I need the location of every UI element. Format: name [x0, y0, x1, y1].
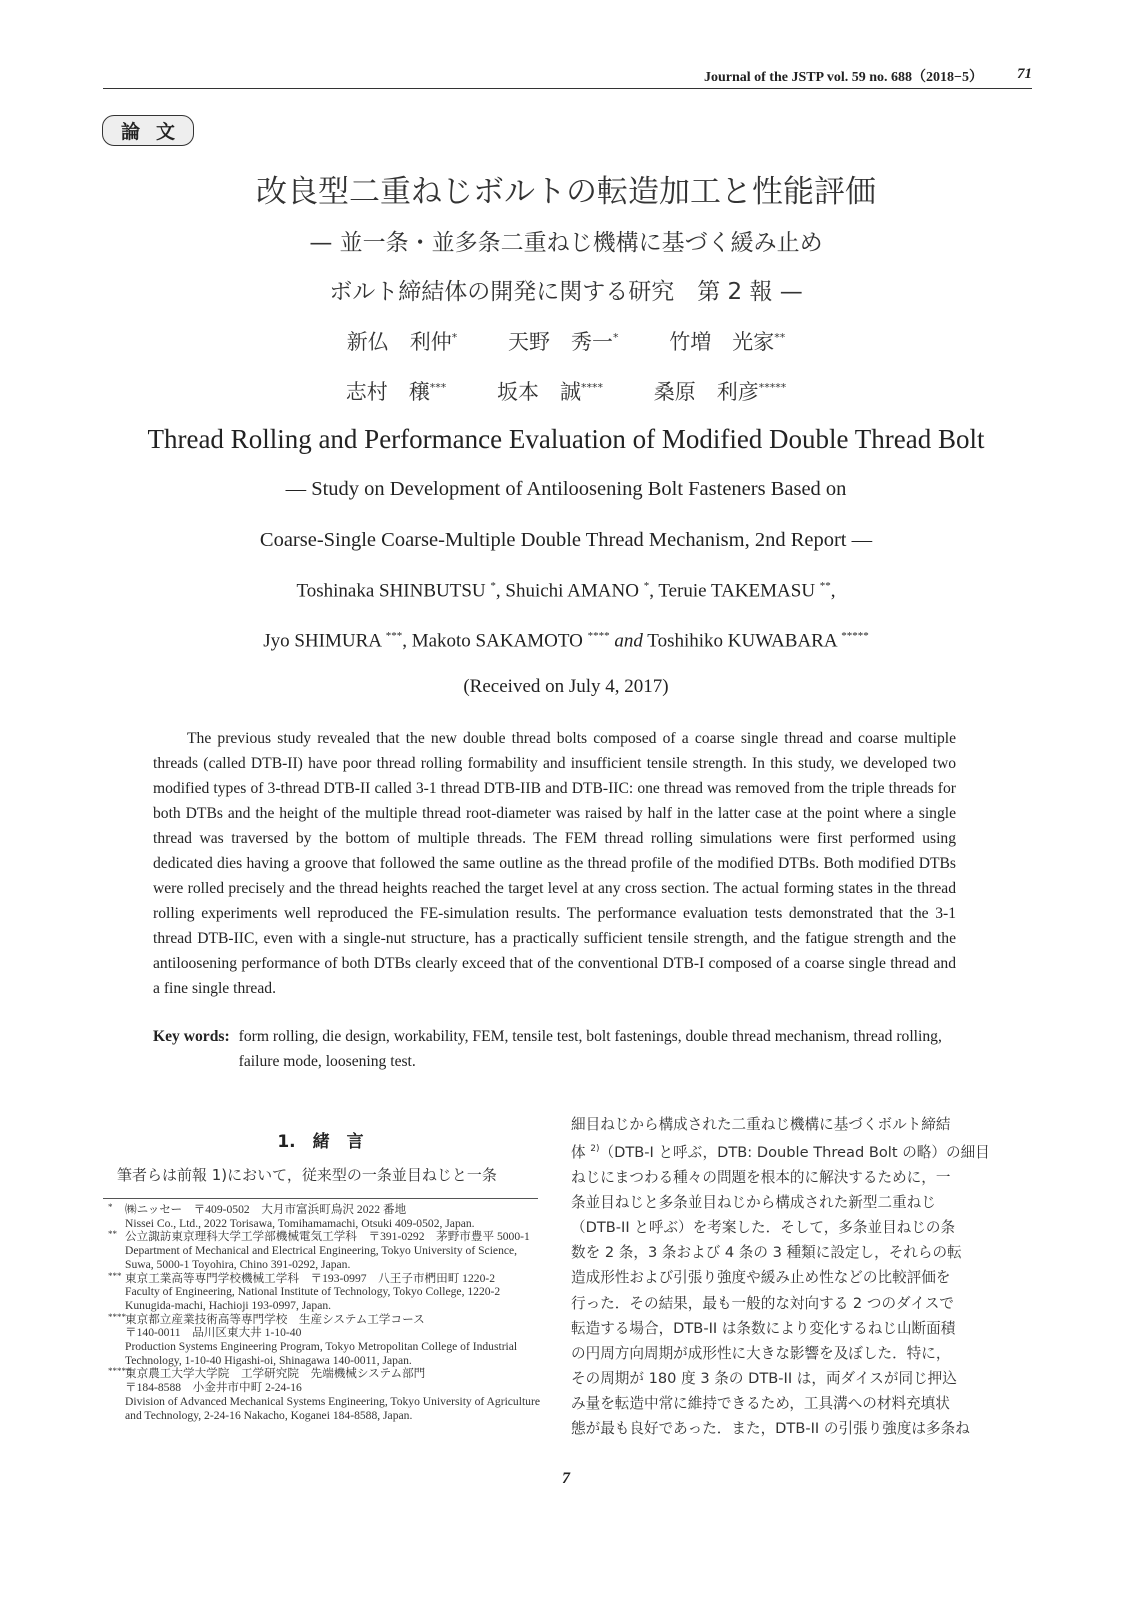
affiliation-mark: ***** [841, 630, 869, 642]
affiliation-mark: * [613, 331, 619, 344]
footnote-line: ㈱ニッセー 〒409-0502 大月市富浜町鳥沢 2022 番地 [125, 1203, 407, 1216]
affiliation-footnotes [108, 1203, 540, 1422]
footnote-line: 東京都立産業技術高等専門学校 生産システム工学コース [125, 1312, 425, 1326]
article-type-badge: 論文 [102, 115, 194, 146]
author-name-en: , Shuichi AMANO [495, 580, 644, 602]
author-name-en: Jyo SHIMURA [263, 630, 386, 652]
subtitle-english-line-2: Coarse-Single Coarse-Multiple Double Thread Mechanism, 2nd Report — [259, 529, 873, 551]
footnote-line: Nissei Co., Ltd., 2022 Torisawa, Tomihamamachi, Otsuki 409-0502, Japan. [125, 1216, 475, 1230]
author-name-ja: 志村 穣 [345, 380, 430, 404]
body-text-right-column [571, 1112, 1008, 1441]
footnote [108, 1272, 540, 1313]
affiliation-mark: **** [587, 630, 610, 642]
footnote-line: 東京農工大学大学院 工学研究院 先端機械システム部門 [125, 1367, 426, 1381]
footnote-mark: ** [108, 1229, 117, 1240]
author-name-en: , Teruie TAKEMASU [649, 580, 820, 602]
folio-number: 7 [562, 1470, 570, 1487]
body-line: 条並目ねじと多条並目ねじから構成された新型二重ねじ [571, 1194, 936, 1212]
keywords-text: form rolling, die design, workability, FEM, tensile test, bolt fastenings, double thread mechanism, thread rolling, failure mode, loosening test. [238, 1028, 942, 1070]
keywords-label: Key words: [153, 1028, 230, 1045]
footnote-mark: **** [108, 1311, 126, 1322]
title-english: Thread Rolling and Performance Evaluation of Modified Double Thread Bolt [147, 424, 985, 454]
subtitle-english-line-1: — Study on Development of Antiloosening Bolt Fasteners Based on [285, 478, 847, 500]
footnote-line: Production Systems Engineering Program, Tokyo Metropolitan College of Industrial Technology, 1-10-40 Higashi-oi, Shinagawa 140-0011, Japan. [125, 1340, 518, 1367]
author-name-ja: 坂本 誠 [497, 380, 581, 404]
page-number: 71 [1017, 66, 1032, 82]
footnote-line: Faculty of Engineering, National Institute of Technology, Tokyo College, 1220-2 Kunugida-machi, Hachioji 193-0997, Japan. [125, 1285, 501, 1312]
footnote-line: 東京工業高等専門学校機械工学科 〒193-0997 八王子市椚田町 1220-2 [125, 1271, 496, 1285]
author-name-en: Toshihiko KUWABARA [642, 630, 842, 652]
author-name-ja: 新仏 利仲 [346, 330, 452, 354]
footnote [108, 1367, 540, 1422]
footnote-mark: * [108, 1202, 113, 1212]
journal-citation: Journal of the JSTP vol. 59 no. 688（2018−5） [703, 70, 983, 85]
body-line: 転造する場合，DTB-II は条数により変化するねじ山断面積 [571, 1319, 956, 1337]
intro-first-line: 筆者らは前報 1)において，従来型の一条並目ねじと一条 [117, 1166, 497, 1184]
body-line: 数を 2 条，3 条および 4 条の 3 種類に設定し，それらの転 [571, 1244, 962, 1262]
footnote [108, 1230, 540, 1271]
footnote-line: Division of Advanced Mechanical Systems Engineering, Tokyo University of Agriculture and Technology, 2-24-16 Nakacho, Koganei 184-8588, Japan. [125, 1394, 540, 1422]
footnote-line: 公立諏訪東京理科大学工学部機械電気工学科 〒391-0292 茅野市豊平 5000-1 [125, 1230, 530, 1244]
author-name-en: , Makoto SAKAMOTO [402, 630, 588, 652]
affiliation-mark: * [451, 331, 458, 344]
body-line: 態が最も良好であった．また，DTB-II の引張り強度は多条ね [571, 1419, 970, 1437]
author-name-ja: 竹増 光家 [669, 330, 775, 354]
title-japanese: 改良型二重ねじボルトの転造加工と性能評価 [256, 174, 876, 210]
received-date: (Received on July 4, 2017) [463, 676, 669, 697]
body-fragment: （DTB-I と呼ぶ，DTB: Double Thread Bolt の略）の細目 [599, 1143, 990, 1161]
affiliation-mark: * [643, 580, 650, 592]
body-line: 細目ねじから構成された二重ねじ機構に基づくボルト締結 [571, 1116, 951, 1133]
affiliation-mark: *** [429, 381, 447, 394]
footnote-line: Department of Mechanical and Electrical Engineering, Tokyo University of Science, Suwa, 5000-1 Toyohira, Chino 391-0292, Japan. [125, 1244, 518, 1271]
author-name-ja: 天野 秀一 [508, 330, 613, 354]
footnote-line: 〒184-8588 小金井市中町 2-24-16 [125, 1381, 302, 1395]
affiliation-mark: ** [774, 331, 786, 344]
authors-english-line-2 [0, 630, 1132, 652]
body-line: （DTB-II と呼ぶ）を考案した．そして，多条並目ねじの条 [571, 1219, 956, 1237]
body-line: み量を転造中常に維持できるため，工具溝への材料充填状 [571, 1394, 950, 1412]
affiliation-mark: * [490, 580, 496, 592]
affiliation-mark: *** [385, 630, 403, 642]
subtitle-japanese-line-2: ボルト締結体の開発に関する研究 第 2 報 — [329, 279, 803, 305]
citation-ref: 2) [590, 1144, 600, 1155]
author-name-ja: 桑原 利彦 [653, 380, 759, 404]
footnote-mark: ***** [108, 1366, 131, 1377]
authors-english-line-1 [0, 580, 1132, 602]
section-heading: 1. 緒 言 [277, 1132, 364, 1152]
keywords [153, 1024, 956, 1074]
authors-japanese-line-1 [0, 326, 1132, 356]
abstract: The previous study revealed that the new double thread bolts composed of a coarse single thread and coarse multiple threads (called DTB-II) have poor thread rolling formability and insufficient tensile strength. In this study, we developed two modified types of 3-thread DTB-II called 3-1 thread DTB-IIB and DTB-IIC: one thread was removed from the triple threads for both DTBs and the height of the multiple thread root-diameter was raised by half in the latter case at the point where a single thread was traversed by the bottom of multiple threads. The FEM thread rolling simulations were first performed using dedicated dies having a groove that followed the same outline as the thread profile of the modified DTBs. Both modified DTBs were rolled precisely and the thread heights reached the target level at any cross section. The actual forming states in the thread rolling experiments well reproduced the FE-simulation results. The performance evaluation tests demonstrated that the 3-1 thread DTB-IIC, even with a single-nut structure, has a practically sufficient tensile strength, and the fatigue strength and the antiloosening performance of both DTBs clearly exceed that of the conventional DTB-I composed of a coarse single thread and a fine single thread. [153, 730, 956, 997]
body-line: その周期が 180 度 3 条の DTB-II は，両ダイスが同じ押込 [571, 1369, 957, 1387]
body-line [571, 1137, 1008, 1165]
author-separator: , [830, 580, 836, 602]
footnote [108, 1203, 540, 1230]
body-fragment: 体 [571, 1143, 591, 1161]
body-line: ねじにまつわる種々の問題を根本的に解決するために，一 [571, 1169, 951, 1187]
subtitle-japanese-line-1: — 並一条・並多条二重ねじ機構に基づく緩み止め [309, 230, 823, 256]
footnote [108, 1313, 540, 1368]
author-name-en: Toshinaka SHINBUTSU [296, 580, 491, 602]
author-conjunction: and [614, 630, 643, 652]
authors-japanese-line-2 [0, 376, 1132, 406]
body-line: の円周方向周期が成形性に大きな影響を及ぼした．特に， [571, 1344, 951, 1362]
affiliation-mark: ***** [758, 381, 787, 394]
body-line: 行った．その結果，最も一般的な対向する 2 つのダイスで [571, 1294, 954, 1312]
affiliation-mark: **** [581, 381, 603, 394]
footnote-divider [103, 1198, 538, 1199]
running-header [103, 66, 1032, 89]
body-line: 造成形性および引張り強度や緩み止め性などの比較評価を [571, 1269, 951, 1287]
footnote-line: 〒140-0011 品川区東大井 1-10-40 [125, 1326, 302, 1340]
footnote-mark: *** [108, 1270, 122, 1281]
affiliation-mark: ** [819, 580, 831, 592]
